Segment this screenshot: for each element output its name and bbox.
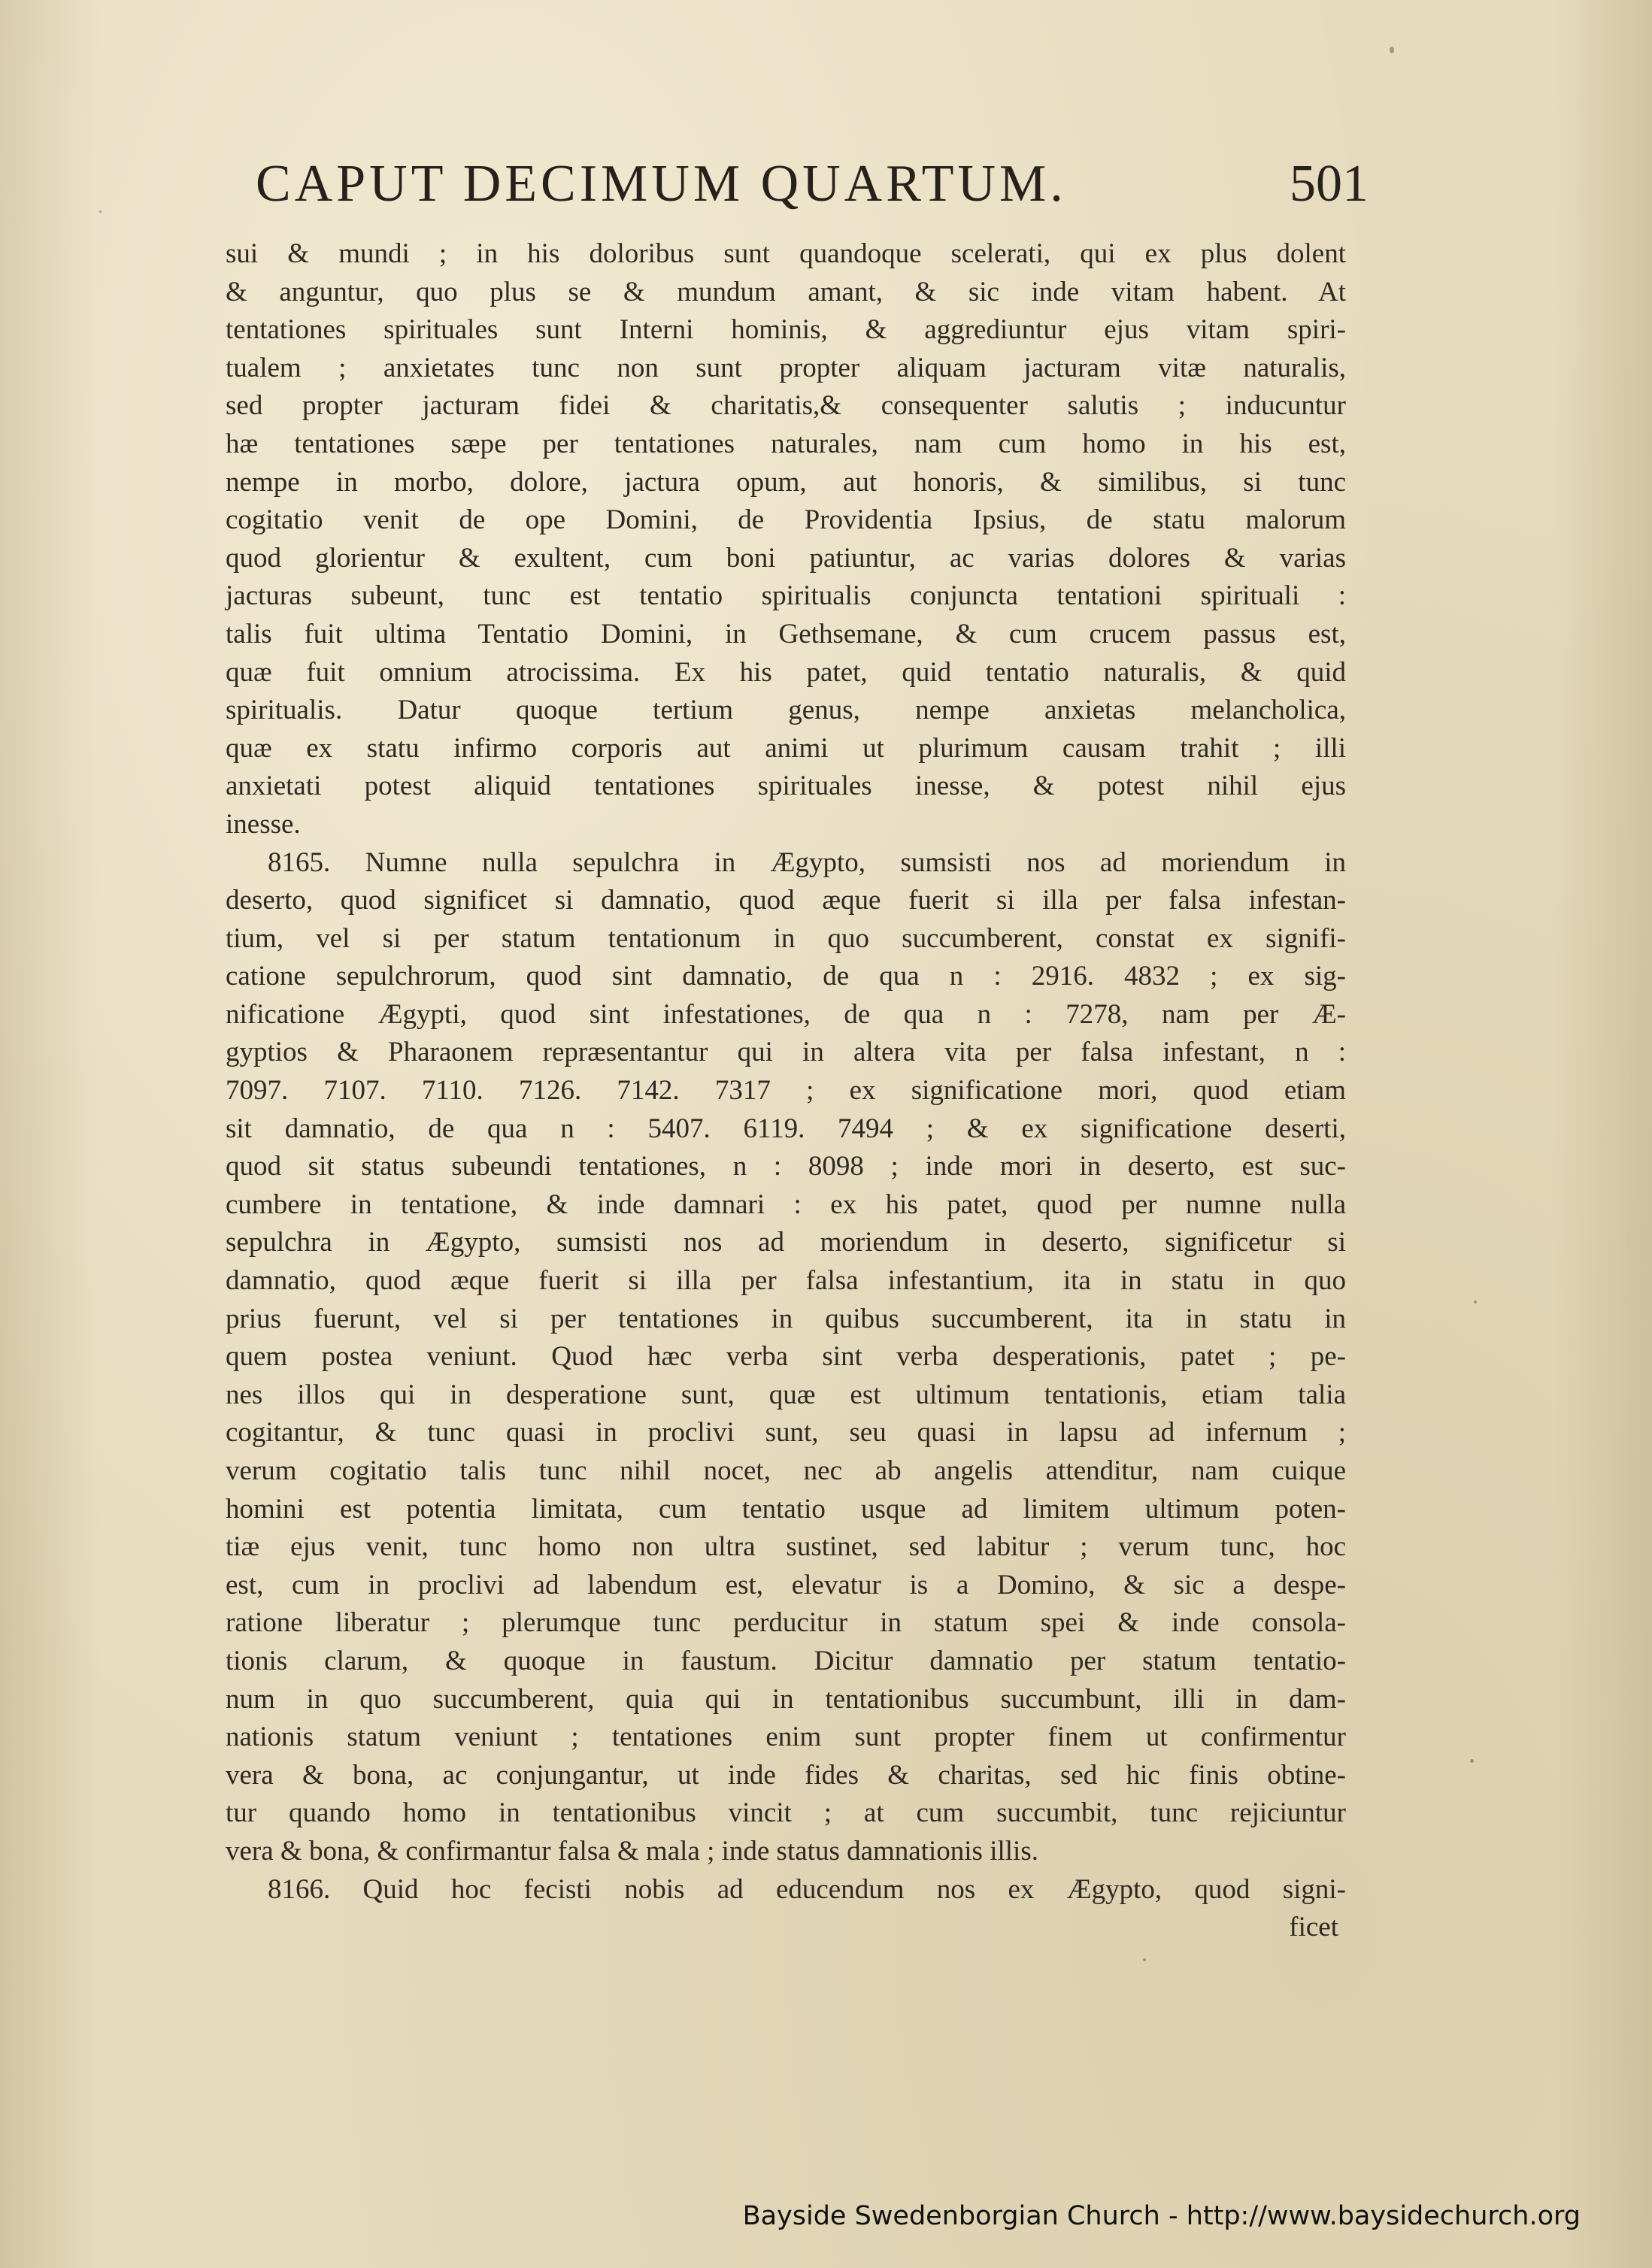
text-line: sed propter jacturam fidei & charitatis,& consequenter salutis ; inducuntur bbox=[226, 390, 1346, 422]
text-line: nificatione Ægypti, quod sint infestationes, de qua n : 7278, nam per Æ- bbox=[226, 998, 1346, 1030]
text-line: sui & mundi ; in his doloribus sunt quandoque scelerati, qui ex plus dolent bbox=[226, 238, 1346, 269]
text-line: 7097. 7107. 7110. 7126. 7142. 7317 ; ex significatione mori, quod etiam bbox=[226, 1075, 1346, 1107]
text-line: vera & bona, & confirmantur falsa & mala ; inde status damnationis illis. bbox=[226, 1835, 1038, 1867]
text-line: tiæ ejus venit, tunc homo non ultra sustinet, sed labitur ; verum tunc, hoc bbox=[226, 1531, 1346, 1563]
text-line: est, cum in proclivi ad labendum est, elevatur is a Domino, & sic a despe- bbox=[226, 1569, 1346, 1600]
text-line: cogitantur, & tunc quasi in proclivi sunt, seu quasi in lapsu ad infernum ; bbox=[226, 1417, 1346, 1449]
text-line: tur quando homo in tentationibus vincit ; at cum succumbit, tunc rejiciuntur bbox=[226, 1797, 1346, 1829]
text-line: sit damnatio, de qua n : 5407. 6119. 7494 ; & ex significatione deserti, bbox=[226, 1113, 1346, 1144]
text-line: tionis clarum, & quoque in faustum. Dicitur damnatio per statum tentatio- bbox=[226, 1645, 1346, 1676]
paper-speck bbox=[1474, 1301, 1477, 1304]
text-line: cumbere in tentatione, & inde damnari : ex his patet, quod per numne nulla bbox=[226, 1189, 1346, 1220]
text-line: hæ tentationes sæpe per tentationes naturales, nam cum homo in his est, bbox=[226, 428, 1346, 459]
text-line: ratione liberatur ; plerumque tunc perducitur in statum spei & inde consola- bbox=[226, 1607, 1346, 1639]
text-line: cogitatio venit de ope Domini, de Providentia Ipsius, de statu malorum bbox=[226, 504, 1346, 536]
text-line: gyptios & Pharaonem repræsentantur qui in altera vita per falsa infestant, n : bbox=[226, 1037, 1346, 1068]
running-head bbox=[226, 154, 1369, 222]
text-line: catione sepulchrorum, quod sint damnatio, de qua n : 2916. 4832 ; ex sig- bbox=[226, 961, 1346, 992]
paragraph-8166-start: 8166. Quid hoc fecisti nobis ad educendum nos ex Ægypto, quod signi- bbox=[268, 1873, 1346, 1905]
text-line: vera & bona, ac conjungantur, ut inde fides & charitas, sed hic finis obtine- bbox=[226, 1759, 1346, 1791]
text-block bbox=[226, 235, 1346, 1946]
text-line: deserto, quod significet si damnatio, quod æque fuerit si illa per falsa infestan- bbox=[226, 885, 1346, 916]
running-title: CAPUT DECIMUM QUARTUM. bbox=[256, 155, 1067, 213]
text-line: & anguntur, quo plus se & mundum amant, & sic inde vitam habent. At bbox=[226, 276, 1346, 307]
book-page bbox=[226, 154, 1369, 1946]
text-line: quod sit status subeundi tentationes, n : 8098 ; inde mori in deserto, est suc- bbox=[226, 1151, 1346, 1182]
paragraph-8165-start: 8165. Numne nulla sepulchra in Ægypto, sumsisti nos ad moriendum in bbox=[268, 846, 1346, 878]
text-line: nes illos qui in desperatione sunt, quæ est ultimum tentationis, etiam talia bbox=[226, 1379, 1346, 1410]
text-line: quem postea veniunt. Quod hæc verba sint verba desperationis, patet ; pe- bbox=[226, 1341, 1346, 1373]
website-credit: Bayside Swedenborgian Church - http://www.baysidechurch.org bbox=[742, 2201, 1581, 2231]
text-line: tium, vel si per statum tentationum in quo succumberent, constat ex signifi- bbox=[226, 922, 1346, 954]
text-line: nationis statum veniunt ; tentationes enim sunt propter finem ut confirmentur bbox=[226, 1721, 1346, 1753]
paper-speck bbox=[1470, 1759, 1474, 1763]
text-line: verum cogitatio talis tunc nihil nocet, nec ab angelis attenditur, nam cuique bbox=[226, 1455, 1346, 1486]
text-line: sepulchra in Ægypto, sumsisti nos ad moriendum in deserto, significetur si bbox=[226, 1227, 1346, 1258]
text-line: quæ ex statu infirmo corporis aut animi ut plurimum causam trahit ; illi bbox=[226, 732, 1346, 764]
text-line: tentationes spirituales sunt Interni hominis, & aggrediuntur ejus vitam spiri- bbox=[226, 314, 1346, 346]
text-line: num in quo succumberent, quia qui in tentationibus succumbunt, illi in dam- bbox=[226, 1683, 1346, 1715]
text-line: spiritualis. Datur quoque tertium genus, nempe anxietas melancholica, bbox=[226, 695, 1346, 726]
paper-speck bbox=[1143, 1958, 1146, 1961]
text-line: prius fuerunt, vel si per tentationes in quibus succumberent, ita in statu in bbox=[226, 1303, 1346, 1334]
text-line: anxietati potest aliquid tentationes spirituales inesse, & potest nihil ejus bbox=[226, 771, 1346, 802]
paper-speck bbox=[1390, 47, 1394, 53]
text-line: nempe in morbo, dolore, jactura opum, aut honoris, & similibus, si tunc bbox=[226, 466, 1346, 498]
text-line: inesse. bbox=[226, 808, 301, 840]
page-number: 501 bbox=[1290, 155, 1369, 213]
text-line: jacturas subeunt, tunc est tentatio spiritualis conjuncta tentationi spirituali : bbox=[226, 580, 1346, 612]
text-line: homini est potentia limitata, cum tentatio usque ad limitem ultimum poten- bbox=[226, 1493, 1346, 1525]
text-line: damnatio, quod æque fuerit si illa per falsa infestantium, ita in statu in quo bbox=[226, 1265, 1346, 1297]
text-line: quod glorientur & exultent, cum boni patiuntur, ac varias dolores & varias bbox=[226, 542, 1346, 574]
catchword: ficet bbox=[1289, 1912, 1338, 1943]
text-line: talis fuit ultima Tentatio Domini, in Gethsemane, & cum crucem passus est, bbox=[226, 618, 1346, 650]
text-line: quæ fuit omnium atrocissima. Ex his patet, quid tentatio naturalis, & quid bbox=[226, 656, 1346, 688]
text-line: tualem ; anxietates tunc non sunt propter aliquam jacturam vitæ naturalis, bbox=[226, 352, 1346, 383]
paper-speck bbox=[99, 210, 102, 213]
